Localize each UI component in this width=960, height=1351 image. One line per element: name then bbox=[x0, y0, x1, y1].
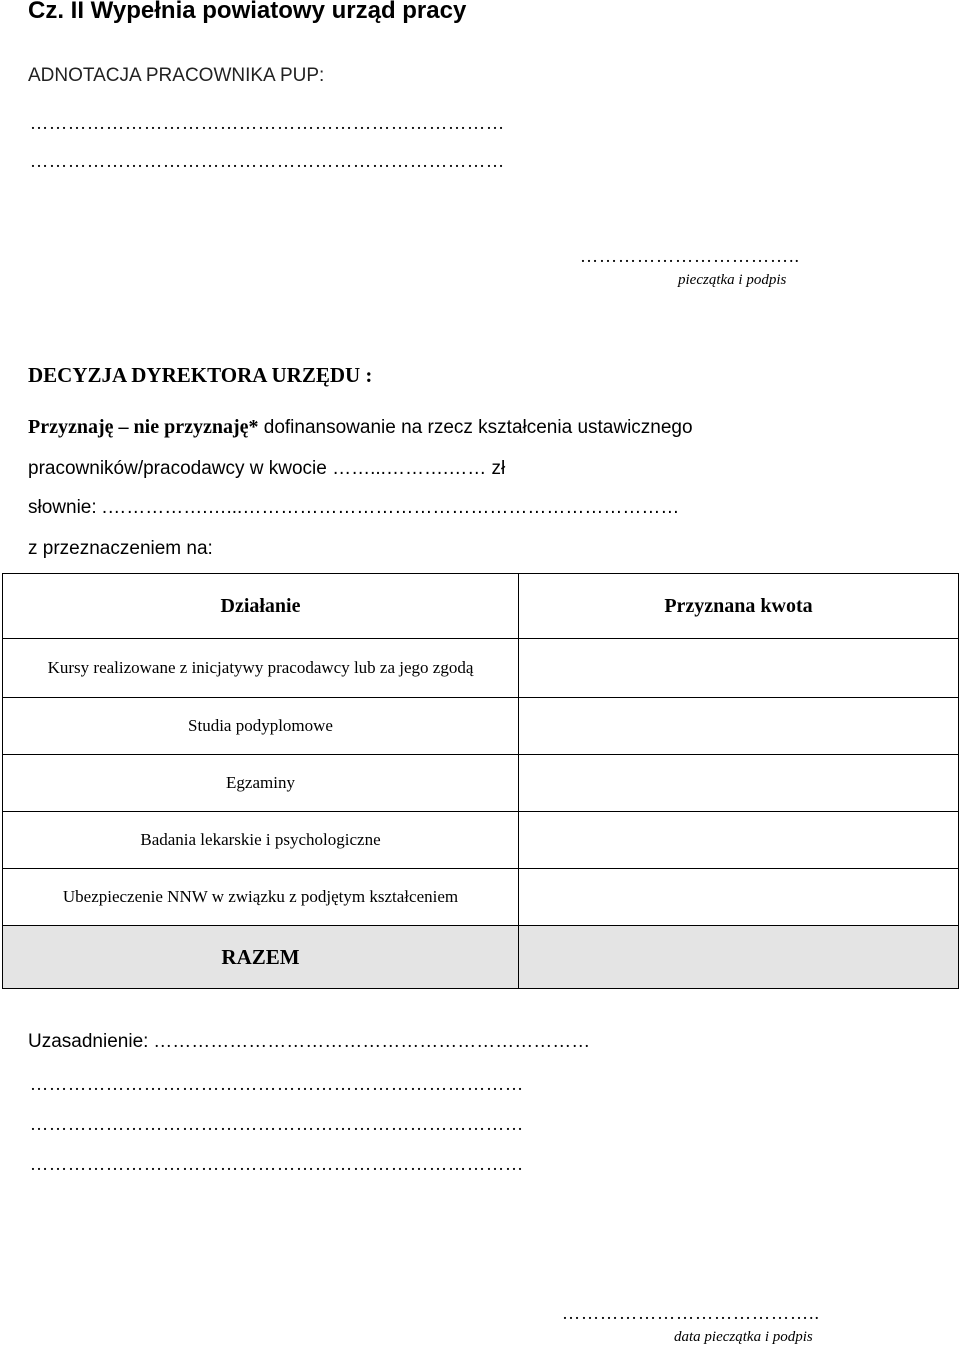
table-row bbox=[3, 869, 959, 926]
justification-line bbox=[28, 1029, 591, 1055]
total-label: RAZEM bbox=[3, 926, 519, 989]
amount-cell[interactable] bbox=[519, 639, 959, 698]
table-row bbox=[3, 639, 959, 698]
table-row bbox=[3, 698, 959, 755]
justification-dots-line-3: …………………………………………………………………… bbox=[30, 1154, 524, 1174]
row-label: Studia podyplomowe bbox=[3, 698, 519, 755]
grant-choice: Przyznaję – nie przyznaję* bbox=[28, 416, 259, 438]
allocation-table bbox=[2, 573, 959, 989]
justification-dots-line-1: …………………………………………………………………… bbox=[30, 1074, 524, 1094]
decision-title: DECYZJA DYREKTORA URZĘDU : bbox=[28, 363, 373, 387]
table-row bbox=[3, 812, 959, 869]
annotation-signature-dots: …………………………….. bbox=[580, 246, 800, 266]
annotation-dots-line-2: ………………………………………………………………… bbox=[30, 151, 505, 171]
row-label: Egzaminy bbox=[3, 755, 519, 812]
table-total-row bbox=[3, 926, 959, 989]
grant-rest-text: dofinansowanie na rzecz kształcenia ustawicznego bbox=[258, 417, 693, 438]
row-label: Kursy realizowane z inicjatywy pracodawcy lub za jego zgodą bbox=[3, 639, 519, 698]
section-title: Cz. II Wypełnia powiatowy urząd pracy bbox=[28, 0, 467, 24]
annotation-dots-line-1: ………………………………………………………………… bbox=[30, 113, 505, 133]
amount-cell[interactable] bbox=[519, 869, 959, 926]
justification-dots-line-2: …………………………………………………………………… bbox=[30, 1114, 524, 1134]
annotation-signature-caption: pieczątka i podpis bbox=[678, 272, 787, 288]
amount-cell[interactable] bbox=[519, 755, 959, 812]
annotation-label: ADNOTACJA PRACOWNIKA PUP: bbox=[28, 65, 325, 86]
amount-cell[interactable] bbox=[519, 698, 959, 755]
table-row bbox=[3, 755, 959, 812]
row-label: Badania lekarskie i psychologiczne bbox=[3, 812, 519, 869]
justification-label: Uzasadnienie: bbox=[28, 1031, 154, 1052]
total-amount-cell[interactable] bbox=[519, 926, 959, 989]
header-amount: Przyznana kwota bbox=[519, 574, 959, 639]
decision-words-line: słownie: .…………….…...…………………………………………………………… bbox=[28, 497, 680, 518]
header-action: Działanie bbox=[3, 574, 519, 639]
amount-cell[interactable] bbox=[519, 812, 959, 869]
table-header-row bbox=[3, 574, 959, 639]
footer-signature-dots: ………………………………….. bbox=[562, 1303, 820, 1323]
decision-grant-line bbox=[28, 413, 693, 442]
decision-amount-line: pracowników/pracodawcy w kwocie ……...……….…… zł bbox=[28, 458, 506, 479]
justification-label-dots: …………………………………………………………… bbox=[153, 1031, 591, 1051]
decision-purpose-line: z przeznaczeniem na: bbox=[28, 538, 213, 559]
footer-signature-caption: data pieczątka i podpis bbox=[674, 1329, 813, 1345]
row-label: Ubezpieczenie NNW w związku z podjętym kształceniem bbox=[3, 869, 519, 926]
